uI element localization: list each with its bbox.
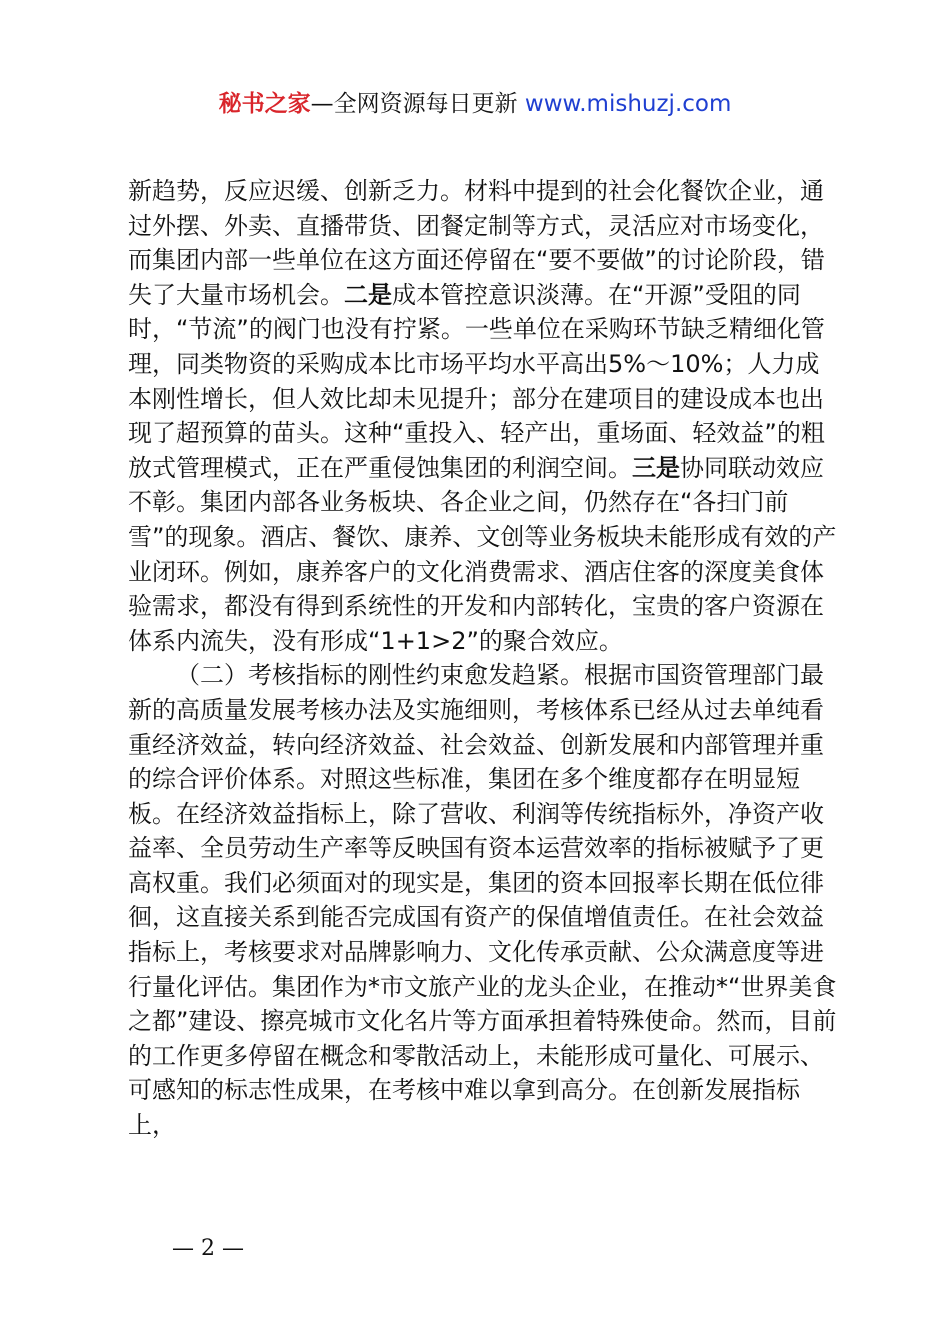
bold-marker-second: 二是 [344, 280, 392, 309]
brand-name: 秘书之家 [218, 91, 311, 117]
site-banner [0, 86, 950, 122]
text-run: 新趋势，反应迟缓、创新乏力。材料中提到的社会化餐饮企业，通过外摆、外卖、直播带货、团餐定制等方式，灵活应对市场变化，而集团内部一些单位在这方面还停留在“要不要做”的讨论阶段，错失了大量市场机会。 [128, 177, 825, 309]
document-body [128, 174, 840, 1143]
paragraph-section-two: （二）考核指标的刚性约束愈发趋紧。根据市国资管理部门最新的高质量发展考核办法及实施细则，考核体系已经从过去单纯看重经济效益，转向经济效益、社会效益、创新发展和内部管理并重的综合评价体系。对照这些标准，集团在多个维度都存在明显短板。在经济效益指标上，除了营收、利润等传统指标外，净资产收益率、全员劳动生产率等反映国有资本运营效率的指标被赋予了更高权重。我们必须面对的现实是，集团的资本回报率长期在低位徘徊，这直接关系到能否完成国有资产的保值增值责任。在社会效益指标上，考核要求对品牌影响力、文化传承贡献、公众满意度等进行量化评估。集团作为*市文旅产业的龙头企业，在推动*“世界美食之都”建设、擦亮城市文化名片等方面承担着特殊使命。然而，目前的工作更多停留在概念和零散活动上，未能形成可量化、可展示、可感知的标志性成果，在考核中难以拿到高分。在创新发展指标上， [128, 661, 837, 1140]
page-number: — 2 — [172, 1236, 244, 1261]
banner-slogan: —全网资源每日更新 [310, 91, 525, 117]
paragraph-continued [128, 174, 840, 658]
text-run: 协同联动效应不彰。集团内部各业务板块、各企业之间，仍然存在“各扫门前雪”的现象。酒店、餐饮、康养、文创等业务板块未能形成有效的产业闭环。例如，康养客户的文化消费需求、酒店住客的深度美食体验需求，都没有得到系统性的开发和内部转化，宝贵的客户资源在体系内流失，没有形成“1+1>2”的聚合效应。 [128, 453, 837, 655]
site-url-link[interactable]: www.mishuzj.com [524, 91, 732, 117]
text-run: 成本管控意识淡薄。在“开源”受阻的同时，“节流”的阀门也没有拧紧。一些单位在采购环节缺乏精细化管理，同类物资的采购成本比市场平均水平高出5%～10%；人力成本刚性增长，但人效比却未见提升；部分在建项目的建设成本也出现了超预算的苗头。这种“重投入、轻产出，重场面、轻效益”的粗放式管理模式，正在严重侵蚀集团的利润空间。 [128, 280, 825, 482]
bold-marker-third: 三是 [632, 453, 680, 482]
